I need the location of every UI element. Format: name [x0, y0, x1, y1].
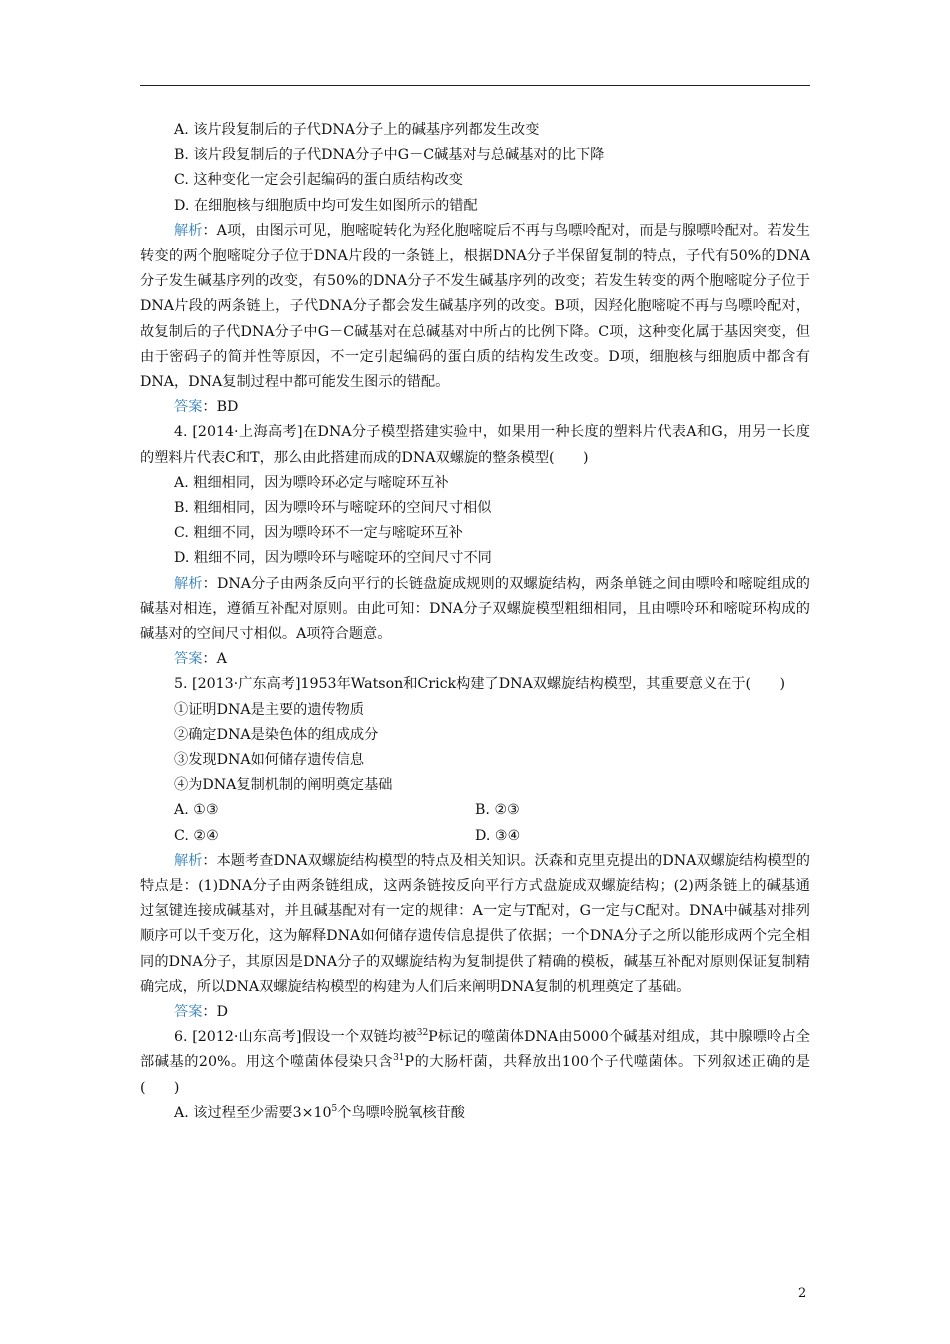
analysis-text: ：A项，由图示可见，胞嘧啶转化为羟化胞嘧啶后不再与鸟嘌呤配对，而是与腺嘌呤配对。若发生转变的两个胞嘧啶分子位于DNA片段的一条链上，根据DNA分子半保留复制的特点，子代有50%的DNA分子发生碱基序列的改变，有50%的DNA分子不发生碱基序列的改变；若发生转变的两个胞嘧啶分子位于DNA片段的两条链上，子代DNA分子都会发生碱基序列的改变。B项，因羟化胞嘧啶不再与鸟嘌呤配对，故复制后的子代DNA分子中G－C碱基对在总碱基对中所占的比例下降。C项，这种变化属于基因突变，但由于密码子的简并性等原因，不一定引起编码的蛋白质的结构发生改变。D项，细胞核与细胞质中都含有DNA，DNA复制过程中都可能发生图示的错配。: [140, 222, 810, 391]
q4-option-c: C. 粗细不同，因为嘌呤环不一定与嘧啶环互补: [174, 525, 463, 542]
analysis-label: 解析: [174, 575, 203, 592]
analysis-text: ：DNA分子由两条反向平行的长链盘旋成规则的双螺旋结构，两条单链之间由嘌呤和嘧啶组成的碱基对相连，遵循互补配对原则。由此可知：DNA分子双螺旋模型粗细相同，且由嘌呤环和嘧啶环构成的碱基对的空间尺寸相似。A项符合题意。: [140, 575, 810, 643]
answer-label: 答案: [174, 399, 203, 416]
q3-answer: [140, 395, 810, 420]
q5-statement-2: ②确定DNA是染色体的组成成分: [174, 726, 379, 743]
q6-superscript: 5: [331, 1103, 338, 1114]
q3-option-b: B. 该片段复制后的子代DNA分子中G－C碱基对与总碱基对的比下降: [174, 147, 605, 164]
q3-analysis: [140, 219, 810, 395]
q6-option-a-part: 个鸟嘌呤脱氧核苷酸: [337, 1104, 465, 1121]
answer-label: 答案: [174, 651, 203, 668]
q4-option-a: A. 粗细相同，因为嘌呤环必定与嘧啶环互补: [174, 474, 449, 491]
q5-option-d: D. ③④: [475, 827, 521, 844]
page-number: 2: [798, 1286, 807, 1301]
q6-superscript: 31: [393, 1053, 405, 1064]
q5-statement-3: ③发现DNA如何储存遗传信息: [174, 752, 365, 769]
answer-text: ：BD: [202, 399, 239, 416]
q5-option-a: A. ①③: [174, 802, 219, 819]
q6-stem-part: P的大肠杆菌，共释放出100个子代噬菌体。下列叙述正确的是( ): [140, 1054, 810, 1096]
answer-text: ：D: [202, 1004, 228, 1021]
answer-text: ：A: [202, 651, 227, 668]
q6-option-a-part: A. 该过程至少需要3×10: [174, 1104, 332, 1121]
q4-analysis: [140, 572, 810, 648]
analysis-text: ：本题考查DNA双螺旋结构模型的特点及相关知识。沃森和克里克提出的DNA双螺旋结构模型的特点是：(1)DNA分子由两条链组成，这两条链按反向平行方式盘旋成双螺旋结构；(2)两条链上的碱基通过氢键连接成碱基对，并且碱基配对有一定的规律：A一定与T配对，G一定与C配对。DNA中碱基对排列顺序可以千变万化，这为解释DNA如何储存遗传信息提供了依据；一个DNA分子之所以能形成两个完全相同的DNA分子，其原因是DNA分子的双螺旋结构为复制提供了精确的模板，碱基互补配对原则保证复制精确完成，所以DNA双螺旋结构模型的构建为人们后来阐明DNA复制的机理奠定了基础。: [140, 852, 810, 995]
q5-analysis: [140, 849, 810, 1000]
q3-option-d: D. 在细胞核与细胞质中均可发生如图所示的错配: [174, 197, 478, 214]
q4-option-d: D. 粗细不同，因为嘌呤环与嘧啶环的空间尺寸不同: [174, 550, 492, 567]
q5-statement-1: ①证明DNA是主要的遗传物质: [174, 701, 365, 718]
q3-option-c: C. 这种变化一定会引起编码的蛋白质结构改变: [174, 172, 463, 189]
q5-answer: [140, 1000, 810, 1025]
q6-stem: [140, 1025, 810, 1101]
header-rule: [140, 85, 810, 86]
q6-superscript: 32: [416, 1028, 429, 1039]
q5-stem: 5. [2013·广东高考]1953年Watson和Crick构建了DNA双螺旋结构模型，其重要意义在于( ): [174, 676, 786, 693]
q5-option-b: B. ②③: [475, 802, 520, 819]
document-body: [140, 118, 810, 1126]
q6-stem-part: P标记的噬菌体DNA由5000个碱基对组成，其中腺嘌呤占全部碱基的20%。用这个噬菌体侵染只含: [140, 1029, 810, 1071]
analysis-label: 解析: [174, 852, 203, 869]
q5-options-row-1: [140, 798, 810, 823]
answer-label: 答案: [174, 1004, 203, 1021]
q4-stem: 4. [2014·上海高考]在DNA分子模型搭建实验中，如果用一种长度的塑料片代表A和G，用另一长度的塑料片代表C和T，那么由此搭建而成的DNA双螺旋的整条模型( ): [140, 424, 810, 466]
q4-answer: [140, 647, 810, 672]
q5-options-row-2: [140, 824, 810, 849]
q6-option-a: [140, 1101, 810, 1126]
q4-option-b: B. 粗细相同，因为嘌呤环与嘧啶环的空间尺寸相似: [174, 500, 492, 517]
q5-statement-4: ④为DNA复制机制的阐明奠定基础: [174, 777, 393, 794]
q3-option-a: A. 该片段复制后的子代DNA分子上的碱基序列都发生改变: [174, 122, 540, 138]
analysis-label: 解析: [174, 222, 203, 239]
q6-stem-part: 6. [2012·山东高考]假设一个双链均被: [174, 1029, 417, 1046]
q5-option-c: C. ②④: [174, 827, 219, 844]
